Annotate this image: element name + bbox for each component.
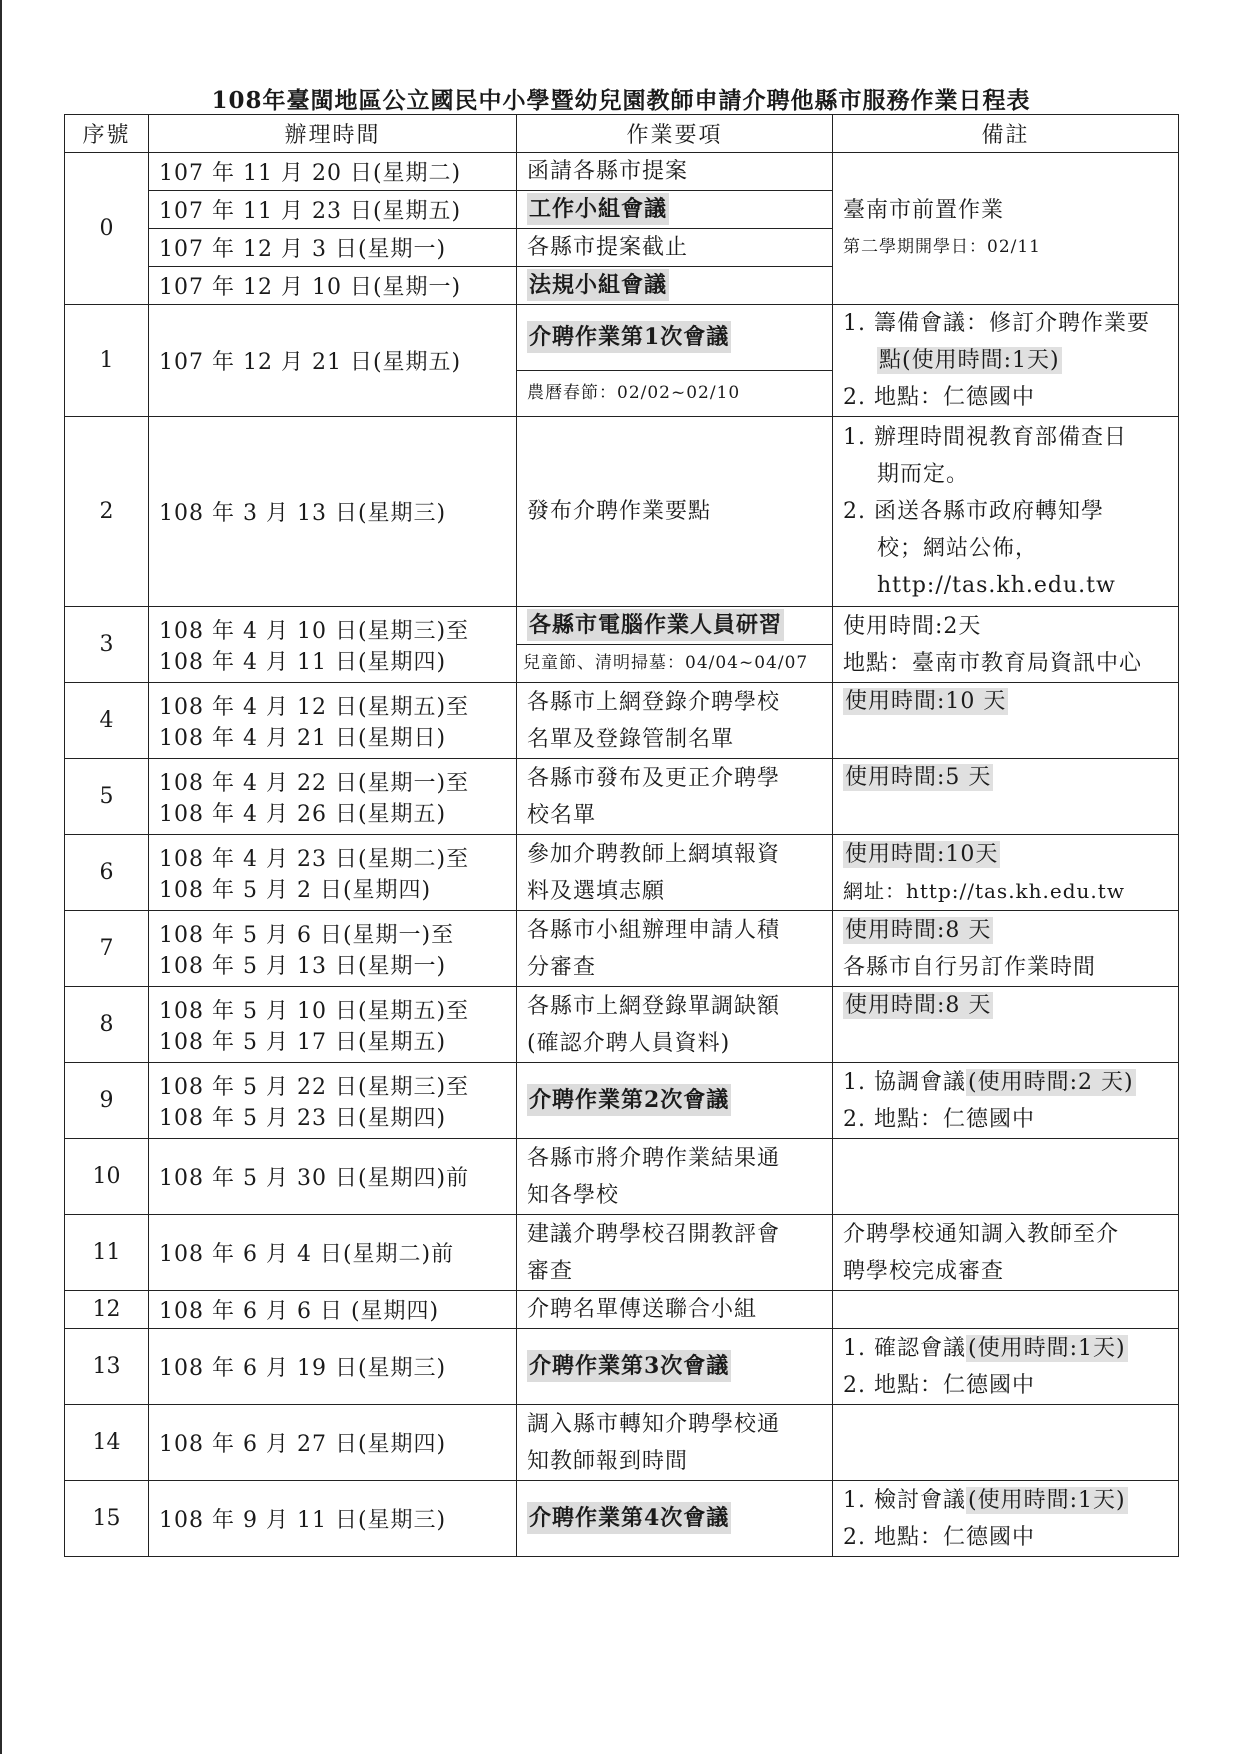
- highlight-task: 各縣市電腦作業人員研習: [527, 609, 784, 641]
- table-row: [65, 1063, 1179, 1139]
- task-line: 建議介聘學校召開教評會: [527, 1221, 781, 1247]
- table-row: [65, 1481, 1179, 1557]
- table-row: [65, 1139, 1179, 1215]
- table-row: [65, 759, 1179, 835]
- row-task: 各縣市提案截止: [517, 229, 833, 267]
- row-task: [517, 1329, 833, 1405]
- table-row: [65, 153, 1179, 191]
- row-date: 108 年 9 月 11 日(星期三): [149, 1481, 517, 1557]
- task-line: (確認介聘人員資料): [527, 1030, 731, 1056]
- schedule-table: [64, 114, 1179, 1557]
- date-line: 108 年 4 月 26 日(星期五): [159, 801, 447, 827]
- highlight-note: (使用時間:2 天): [967, 1069, 1134, 1095]
- task-line: 料及選填志願: [527, 878, 666, 904]
- note-line: 2. 地點：仁德國中: [843, 1372, 1035, 1398]
- row-note: [833, 417, 1179, 607]
- row-task: [517, 607, 833, 645]
- row-date: 108 年 6 月 19 日(星期三): [149, 1329, 517, 1405]
- row-note: [833, 835, 1179, 911]
- row-date: [149, 759, 517, 835]
- row-task: [517, 1139, 833, 1215]
- highlight-note: 使用時間:10天: [845, 841, 999, 867]
- row-note: [833, 607, 1179, 683]
- row-task: [517, 191, 833, 229]
- row-task: [517, 987, 833, 1063]
- note-line: [843, 836, 1168, 873]
- row-note: [833, 1329, 1179, 1405]
- note-text: 1. 協調會議: [843, 1069, 966, 1095]
- row-number: 2: [65, 417, 149, 607]
- task-line: 分審查: [527, 954, 597, 980]
- task-line: 各縣市上網登錄單調缺額: [527, 993, 781, 1019]
- task-line: 調入縣市轉知介聘學校通: [527, 1411, 781, 1437]
- row-number: 11: [65, 1215, 149, 1291]
- note-line: 第二學期開學日：02/11: [843, 236, 1041, 257]
- highlight-task: 法規小組會議: [527, 269, 669, 301]
- table-row: [65, 683, 1179, 759]
- note-line: [843, 1064, 1168, 1101]
- note-line: [843, 1330, 1168, 1367]
- header-date: 辦理時間: [149, 115, 517, 153]
- row-date: 108 年 3 月 13 日(星期三): [149, 417, 517, 607]
- date-line: 108 年 4 月 12 日(星期五)至: [159, 694, 470, 720]
- row-task: 發布介聘作業要點: [517, 417, 833, 607]
- task-line: 知教師報到時間: [527, 1448, 689, 1474]
- row-number: 8: [65, 987, 149, 1063]
- header-task: 作業要項: [517, 115, 833, 153]
- row-note: [833, 305, 1179, 417]
- note-line: 各縣市自行另訂作業時間: [843, 954, 1097, 980]
- row-date: 108 年 5 月 30 日(星期四)前: [149, 1139, 517, 1215]
- highlight-task: 介聘作業第3次會議: [527, 1350, 731, 1382]
- note-line: 地點：臺南市教育局資訊中心: [843, 650, 1143, 676]
- date-line: 108 年 5 月 22 日(星期三)至: [159, 1074, 470, 1100]
- row-note: [833, 759, 1179, 835]
- row-task: [517, 759, 833, 835]
- row-task: [517, 1405, 833, 1481]
- highlight-note: (使用時間:1天): [967, 1487, 1126, 1513]
- highlight-note: 使用時間:8 天: [845, 993, 992, 1018]
- date-line: 108 年 5 月 2 日(星期四): [159, 877, 432, 903]
- highlight-note: 使用時間:10 天: [845, 689, 1007, 714]
- table-row: [65, 835, 1179, 911]
- note-line: 校；網站公佈，: [877, 536, 1039, 561]
- row-date: [149, 607, 517, 683]
- row-date: 108 年 6 月 6 日 (星期四): [149, 1291, 517, 1329]
- note-line: http://tas.kh.edu.tw: [877, 573, 1116, 598]
- document-title: 108年臺閩地區公立國民中小學暨幼兒園教師申請介聘他縣市服務作業日程表: [211, 87, 1031, 114]
- row-note: [833, 1139, 1179, 1215]
- note-line: 2. 函送各縣市政府轉知學: [843, 499, 1104, 524]
- table-row: [65, 417, 1179, 607]
- row-task-note: 兒童節、清明掃墓：04/04~04/07: [517, 645, 833, 683]
- row-number: 15: [65, 1481, 149, 1557]
- row-date: 107 年 12 月 21 日(星期五): [149, 305, 517, 417]
- table-row: [65, 1291, 1179, 1329]
- task-line: 審查: [527, 1258, 574, 1284]
- row-note: [833, 1215, 1179, 1291]
- row-note: [833, 1481, 1179, 1557]
- row-date: 107 年 12 月 10 日(星期一): [149, 267, 517, 305]
- note-line: 2. 地點：仁德國中: [843, 1106, 1035, 1132]
- row-date: [149, 911, 517, 987]
- row-note: [833, 683, 1179, 759]
- task-line: 各縣市發布及更正介聘學: [527, 765, 781, 791]
- task-line: 各縣市小組辦理申請人積: [527, 917, 781, 943]
- row-date: [149, 835, 517, 911]
- date-line: 108 年 4 月 22 日(星期一)至: [159, 770, 470, 796]
- row-number: 7: [65, 911, 149, 987]
- task-line: 各縣市將介聘作業結果通: [527, 1145, 781, 1171]
- row-note: [833, 987, 1179, 1063]
- note-line: 期而定。: [877, 462, 970, 487]
- row-task: [517, 305, 833, 371]
- row-number: 12: [65, 1291, 149, 1329]
- row-date: [149, 987, 517, 1063]
- table-row: [65, 1215, 1179, 1291]
- row-task: [517, 683, 833, 759]
- highlight-note: 使用時間:8 天: [845, 917, 992, 943]
- task-line: 知各學校: [527, 1182, 620, 1208]
- highlight-note: (使用時間:1天): [967, 1335, 1126, 1361]
- table-row: [65, 305, 1179, 371]
- task-line: 參加介聘教師上網填報資: [527, 841, 781, 867]
- table-row: [65, 1405, 1179, 1481]
- row-task: [517, 1063, 833, 1139]
- note-line: 2. 地點：仁德國中: [843, 385, 1035, 410]
- note-line: [843, 1482, 1168, 1519]
- note-line: 介聘學校通知調入教師至介: [843, 1221, 1120, 1247]
- note-line: 使用時間:2天: [843, 613, 982, 639]
- row-task: [517, 1215, 833, 1291]
- note-line: 聘學校完成審查: [843, 1258, 1005, 1284]
- row-number: 6: [65, 835, 149, 911]
- date-line: 108 年 5 月 17 日(星期五): [159, 1029, 447, 1055]
- row-number: 10: [65, 1139, 149, 1215]
- row-number: 1: [65, 305, 149, 417]
- date-line: 108 年 4 月 11 日(星期四): [159, 649, 447, 675]
- row-task: 函請各縣市提案: [517, 153, 833, 191]
- date-line: 108 年 4 月 21 日(星期日): [159, 725, 447, 751]
- row-date: 107 年 12 月 3 日(星期一): [149, 229, 517, 267]
- note-line: 1. 籌備會議：修訂介聘作業要: [843, 311, 1150, 336]
- note-text: 1. 檢討會議: [843, 1487, 966, 1513]
- date-line: 108 年 5 月 6 日(星期一)至: [159, 922, 455, 948]
- row-task: [517, 1481, 833, 1557]
- row-date: [149, 1063, 517, 1139]
- note-line: [843, 912, 1168, 949]
- task-line: 名單及登錄管制名單: [527, 726, 735, 752]
- row-task: 介聘名單傳送聯合小組: [517, 1291, 833, 1329]
- date-line: 108 年 5 月 23 日(星期四): [159, 1105, 447, 1131]
- note-line: 1. 辦理時間視教育部備查日: [843, 425, 1127, 450]
- highlight-task: 工作小組會議: [527, 193, 669, 225]
- note-text: 1. 確認會議: [843, 1335, 966, 1361]
- highlight-note: 點(使用時間:1天): [879, 348, 1060, 373]
- note-line: 臺南市前置作業: [843, 197, 1005, 223]
- note-line: 網址：http://tas.kh.edu.tw: [843, 878, 1125, 903]
- date-line: 108 年 4 月 23 日(星期二)至: [159, 846, 470, 872]
- highlight-task: 介聘作業第1次會議: [527, 321, 731, 353]
- row-note: [833, 1405, 1179, 1481]
- task-line: 校名單: [527, 802, 597, 828]
- table-row: [65, 987, 1179, 1063]
- row-date: 107 年 11 月 20 日(星期二): [149, 153, 517, 191]
- row-note: [833, 911, 1179, 987]
- row-task: [517, 835, 833, 911]
- row-date: 107 年 11 月 23 日(星期五): [149, 191, 517, 229]
- row-note: [833, 153, 1179, 305]
- highlight-note: 使用時間:5 天: [845, 765, 992, 790]
- page-left-edge: [0, 0, 2, 1754]
- note-line: [843, 342, 1168, 379]
- date-line: 108 年 5 月 13 日(星期一): [159, 953, 447, 979]
- note-line: 2. 地點：仁德國中: [843, 1524, 1035, 1550]
- row-date: 108 年 6 月 27 日(星期四): [149, 1405, 517, 1481]
- highlight-task: 介聘作業第2次會議: [527, 1084, 731, 1116]
- header-row: [65, 115, 1179, 153]
- row-date: 108 年 6 月 4 日(星期二)前: [149, 1215, 517, 1291]
- date-line: 108 年 5 月 10 日(星期五)至: [159, 998, 470, 1024]
- row-note: [833, 1291, 1179, 1329]
- row-task: [517, 911, 833, 987]
- row-number: 14: [65, 1405, 149, 1481]
- row-note: [833, 1063, 1179, 1139]
- table-row: [65, 1329, 1179, 1405]
- row-task: [517, 267, 833, 305]
- row-number: 4: [65, 683, 149, 759]
- row-task-note: 農曆春節：02/02~02/10: [517, 370, 833, 417]
- highlight-task: 介聘作業第4次會議: [527, 1502, 731, 1534]
- row-number: 5: [65, 759, 149, 835]
- row-number: 3: [65, 607, 149, 683]
- date-line: 108 年 4 月 10 日(星期三)至: [159, 618, 470, 644]
- table-row: [65, 911, 1179, 987]
- row-date: [149, 683, 517, 759]
- row-number: 9: [65, 1063, 149, 1139]
- header-seq: 序號: [65, 115, 149, 153]
- row-number: 0: [65, 153, 149, 305]
- task-line: 各縣市上網登錄介聘學校: [527, 689, 781, 715]
- table-row: [65, 607, 1179, 645]
- header-note: 備註: [833, 115, 1179, 153]
- row-number: 13: [65, 1329, 149, 1405]
